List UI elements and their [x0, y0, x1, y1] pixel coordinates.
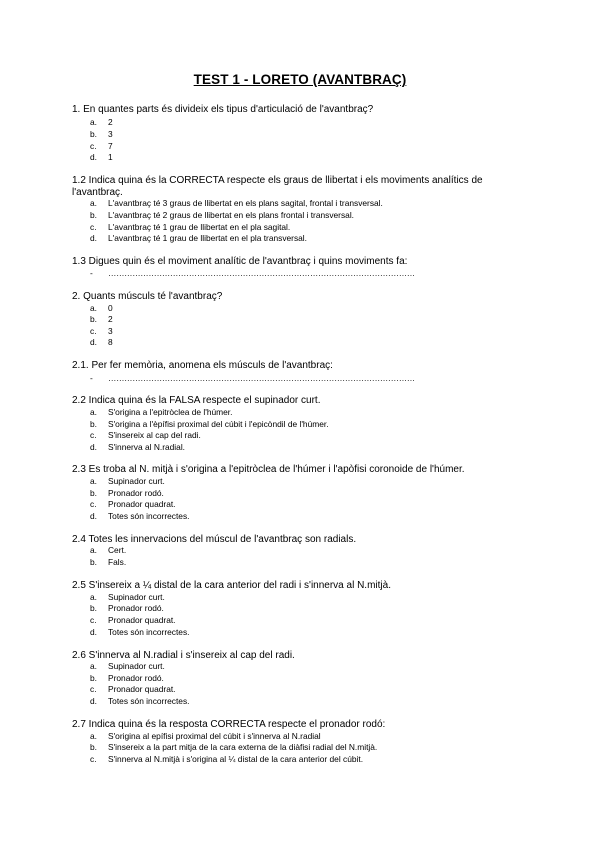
question-2-6: 2.6 S'innerva al N.radial i s'insereix al cap del radi.: [72, 650, 295, 661]
question-2-2: 2.2 Indica quina és la FALSA respecte el supinador curt.: [72, 395, 321, 406]
question-2: 2. Quants músculs té l'avantbraç?: [72, 291, 223, 302]
question-1-3: 1.3 Digues quin és el moviment analític de l'avantbraç i quins moviments fa:: [72, 256, 408, 267]
question-1-2: 1.2 Indica quina és la CORRECTA respecte els graus de llibertat i els moviments analítics de l'avantbraç.: [72, 175, 483, 198]
question-1: 1. En quantes parts és divideix els tipus d'articulació de l'avantbraç?: [72, 104, 374, 115]
question-2-1: 2.1. Per fer memòria, anomena els músculs de l'avantbraç:: [72, 360, 333, 371]
question-2-3: 2.3 Es troba al N. mitjà i s'origina a l'epitròclea de l'húmer i l'apòfisi coronoide de l'húmer.: [72, 464, 465, 475]
answer-line: - ……………………………………………………………………………………………………: [90, 268, 415, 278]
page-title: TEST 1 - LORETO (AVANTBRAÇ): [193, 72, 407, 87]
answer-line: - ……………………………………………………………………………………………………: [90, 373, 415, 383]
question-2-4: 2.4 Totes les innervacions del múscul de l'avantbraç son radials.: [72, 534, 357, 545]
question-2-7: 2.7 Indica quina és la resposta CORRECTA respecte el pronador rodó:: [72, 719, 386, 730]
question-2-5: 2.5 S'insereix a ¼ distal de la cara anterior del radi i s'innerva al N.mitjà.: [72, 580, 391, 591]
document-page: TEST 1 - LORETO (AVANTBRAÇ) 1. En quantes parts és divideix els tipus d'articulació de l'avantbraç? a. 2 b. 3 c. 7 d. 1 1.2 Indica quina és la CORRECTA respecte els graus de llibertat i els moviments analítics de l'avantbraç. a. L'avantbraç té 3 graus de llibertat en els plans sagital, frontal i transversal. b. L'avantbraç té 2 graus de llibertat en els plans frontal i transversal. c. L'avantbraç té 1 grau de llibertat en el pla sagital. d. L'avantbraç té 1 grau de llibertat en el pla transversal. 1.3 Digues quin és el moviment analític de l'avantbraç i quins moviments fa: - …………………………………………………………………………………………………… 2. Quants músculs té l'avantbraç? a. 0 b. 2 c. 3 d. 8 2.1. Per fer memòria, anomena els músculs de l'avantbraç: - …………………………………………………………………………………………………… 2.2 Indica quina és la FALSA respecte el supinador curt. a. S'origina a l'epitròclea de l'húmer. b. S'origina a l'èpífisi proximal del cúbit i l'epicòndil de l'húmer. c. S'insereix al cap del radi. d. S'innerva al N.radial. 2.3 Es troba al N. mitjà i s'origina a l'epitròclea de l'húmer i l'apòfisi coronoide de l'húmer. a. Supinador curt. b. Pronador rodó. c. Pronador quadrat. d. Totes són incorrectes. 2.4 Totes les innervacions del múscul de l'avantbraç son radials. a. Cert. b. Fals. 2.5 S'insereix a ¼ distal de la cara anterior del radi i s'innerva al N.mitjà. a. Supinador curt. b. Pronador rodó. c. Pronador quadrat. d. Totes són incorrectes. 2.6 S'innerva al N.radial i s'insereix al cap del radi. a. Supinador curt. b. Pronador rodó. c. Pronador quadrat. d. Totes són incorrectes. 2.7 Indica quina és la resposta CORRECTA respecte el pronador rodó: a. S'origina al epífisi proximal del cúbit i s'innerva al N.radial b. S'insereix a la part mitja de la cara externa de la diàfisi radial del N.mitjà. c. S'innerva al N.mitjà i s'origina al ¼ distal de la cara anterior del cúbit.: [0, 0, 600, 848]
